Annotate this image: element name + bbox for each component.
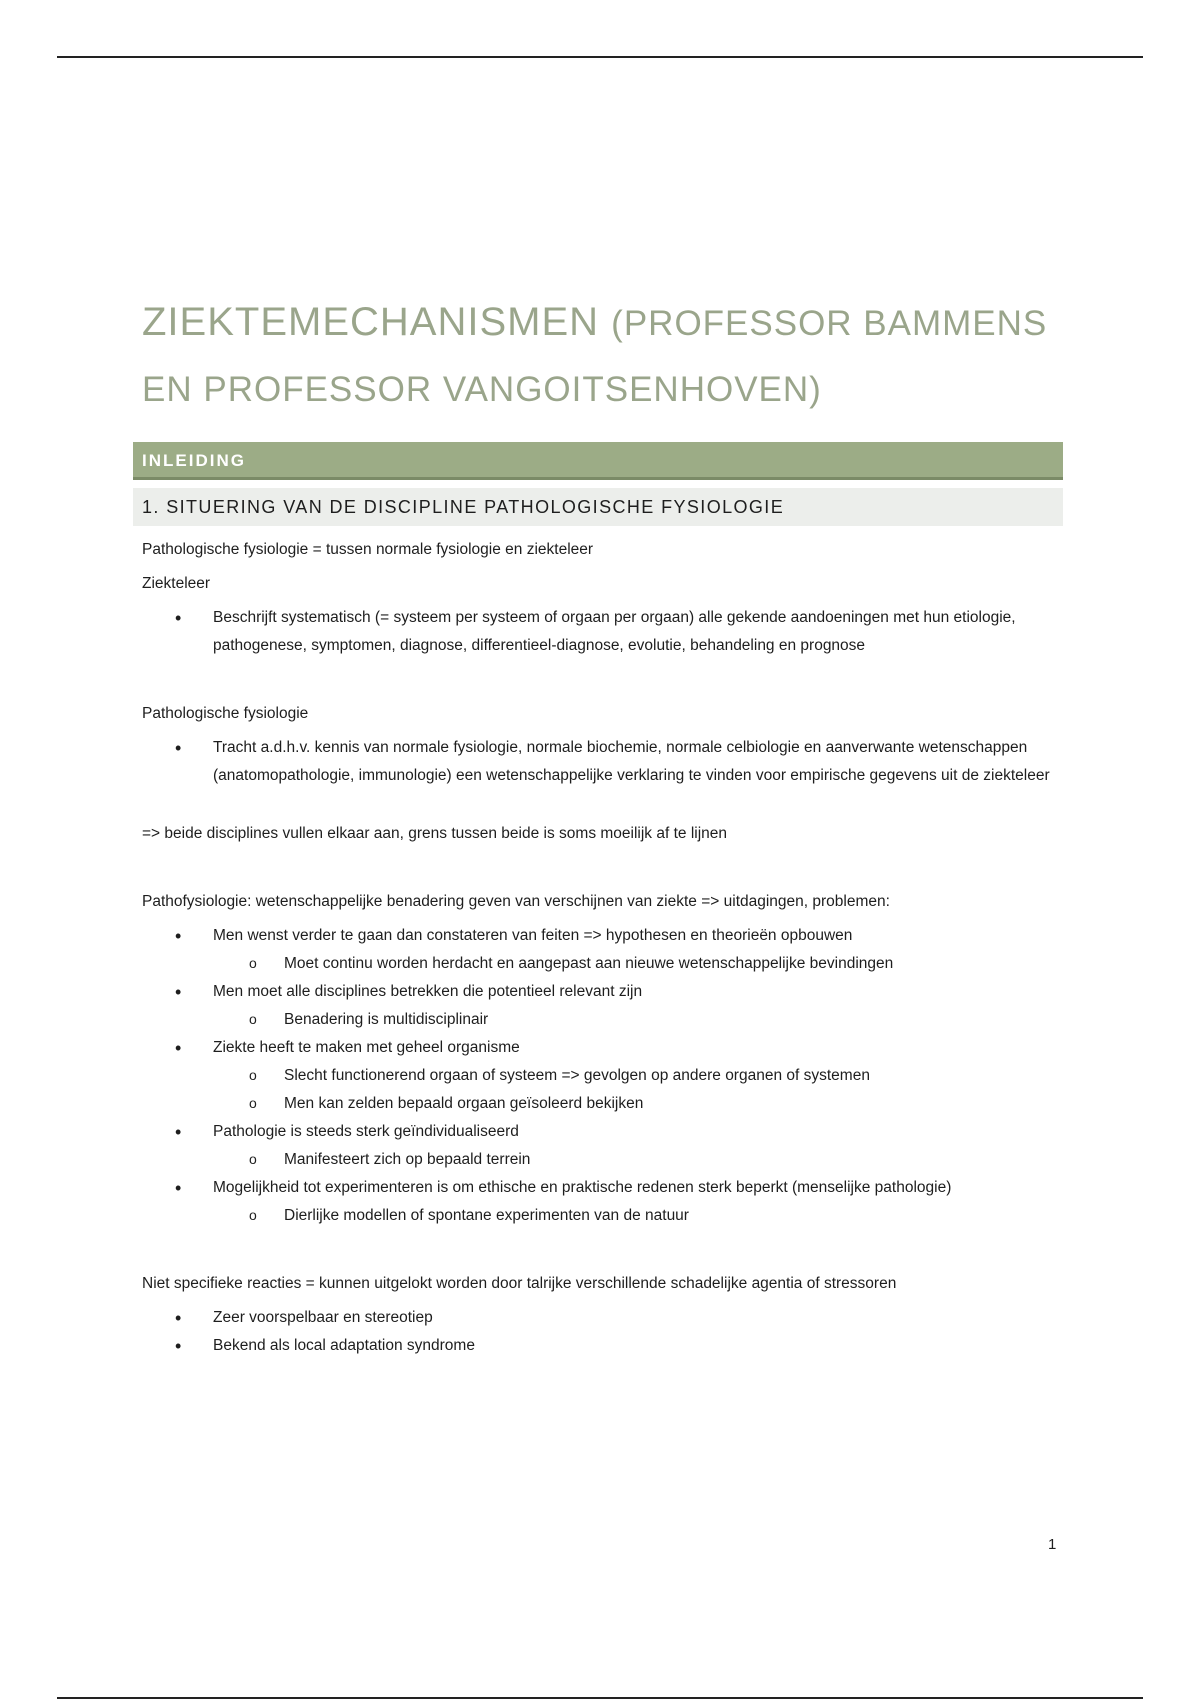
list-item: • Bekend als local adaptation syndrome [142, 1332, 1072, 1360]
list-item [142, 1118, 1072, 1174]
subsection-heading: 1. SITUERING VAN DE DISCIPLINE PATHOLOGISCHE FYSIOLOGIE [133, 488, 1063, 526]
paragraph: Pathologische fysiologie [142, 705, 309, 722]
list-item-text: Pathologie is steeds sterk geïndividualiseerd [213, 1123, 519, 1140]
list-item-text: Mogelijkheid tot experimenteren is om ethische en praktische redenen sterk beperkt (menselijke pathologie) [213, 1179, 952, 1196]
sub-list [213, 1202, 1072, 1230]
list-item-text: Ziekte heeft te maken met geheel organisme [213, 1039, 520, 1056]
list-item [142, 922, 1072, 978]
title-main: ZIEKTEMECHANISMEN [142, 300, 600, 344]
sub-list [213, 950, 1072, 978]
list-item [142, 1034, 1072, 1118]
sub-list-item: o Men kan zelden bepaald orgaan geïsoleerd bekijken [213, 1090, 1072, 1118]
bullet-list [142, 1304, 1072, 1360]
list-item [142, 978, 1072, 1034]
paragraph: => beide disciplines vullen elkaar aan, grens tussen beide is soms moeilijk af te lijnen [142, 825, 728, 842]
sub-list [213, 1062, 1072, 1118]
sub-list-item: o Benadering is multidisciplinair [213, 1006, 1072, 1034]
section-heading-inleiding: INLEIDING [133, 442, 1063, 480]
list-item-text: Men moet alle disciplines betrekken die potentieel relevant zijn [213, 983, 643, 1000]
bullet-list [142, 922, 1072, 1230]
sub-list-item: o Dierlijke modellen of spontane experimenten van de natuur [213, 1202, 1072, 1230]
header-rule [57, 56, 1143, 58]
sub-list-item: o Moet continu worden herdacht en aangepast aan nieuwe wetenschappelijke bevindingen [213, 950, 1072, 978]
bullet-list [142, 604, 1072, 660]
sub-list-item: o Slecht functionerend orgaan of systeem => gevolgen op andere organen of systemen [213, 1062, 1072, 1090]
document-body [142, 290, 1072, 1360]
sub-list [213, 1146, 1072, 1174]
title-subtitle: (PROFESSOR BAMMENS EN PROFESSOR VANGOITSENHOVEN) [142, 304, 1048, 409]
paragraph: Pathofysiologie: wetenschappelijke benadering geven van verschijnen van ziekte => uitdagingen, problemen: [142, 893, 890, 910]
bullet-list [142, 734, 1072, 790]
paragraph: Niet specifieke reacties = kunnen uitgelokt worden door talrijke verschillende schadelijke agentia of stressoren [142, 1275, 897, 1292]
footer-rule [57, 1697, 1143, 1699]
list-item: • Zeer voorspelbaar en stereotiep [142, 1304, 1072, 1332]
list-item [142, 1174, 1072, 1230]
paragraph: Pathologische fysiologie = tussen normale fysiologie en ziekteleer [142, 541, 594, 558]
document-title [142, 290, 1072, 422]
list-item: • Beschrijft systematisch (= systeem per systeem of orgaan per orgaan) alle gekende aandoeningen met hun etiologie, pathogenese, symptomen, diagnose, differentieel-diagnose, evolutie, behandeling en prognose [142, 604, 1072, 660]
sub-list [213, 1006, 1072, 1034]
list-item: • Tracht a.d.h.v. kennis van normale fysiologie, normale biochemie, normale celbiologie en aanverwante wetenschappen (anatomopathologie, immunologie) een wetenschappelijke verklaring te vinden voor empirische gegevens uit de ziekteleer [142, 734, 1072, 790]
list-item-text: Men wenst verder te gaan dan constateren van feiten => hypothesen en theorieën opbouwen [213, 927, 853, 944]
page-number: 1 [1048, 1536, 1057, 1553]
sub-list-item: o Manifesteert zich op bepaald terrein [213, 1146, 1072, 1174]
paragraph: Ziekteleer [142, 575, 211, 592]
